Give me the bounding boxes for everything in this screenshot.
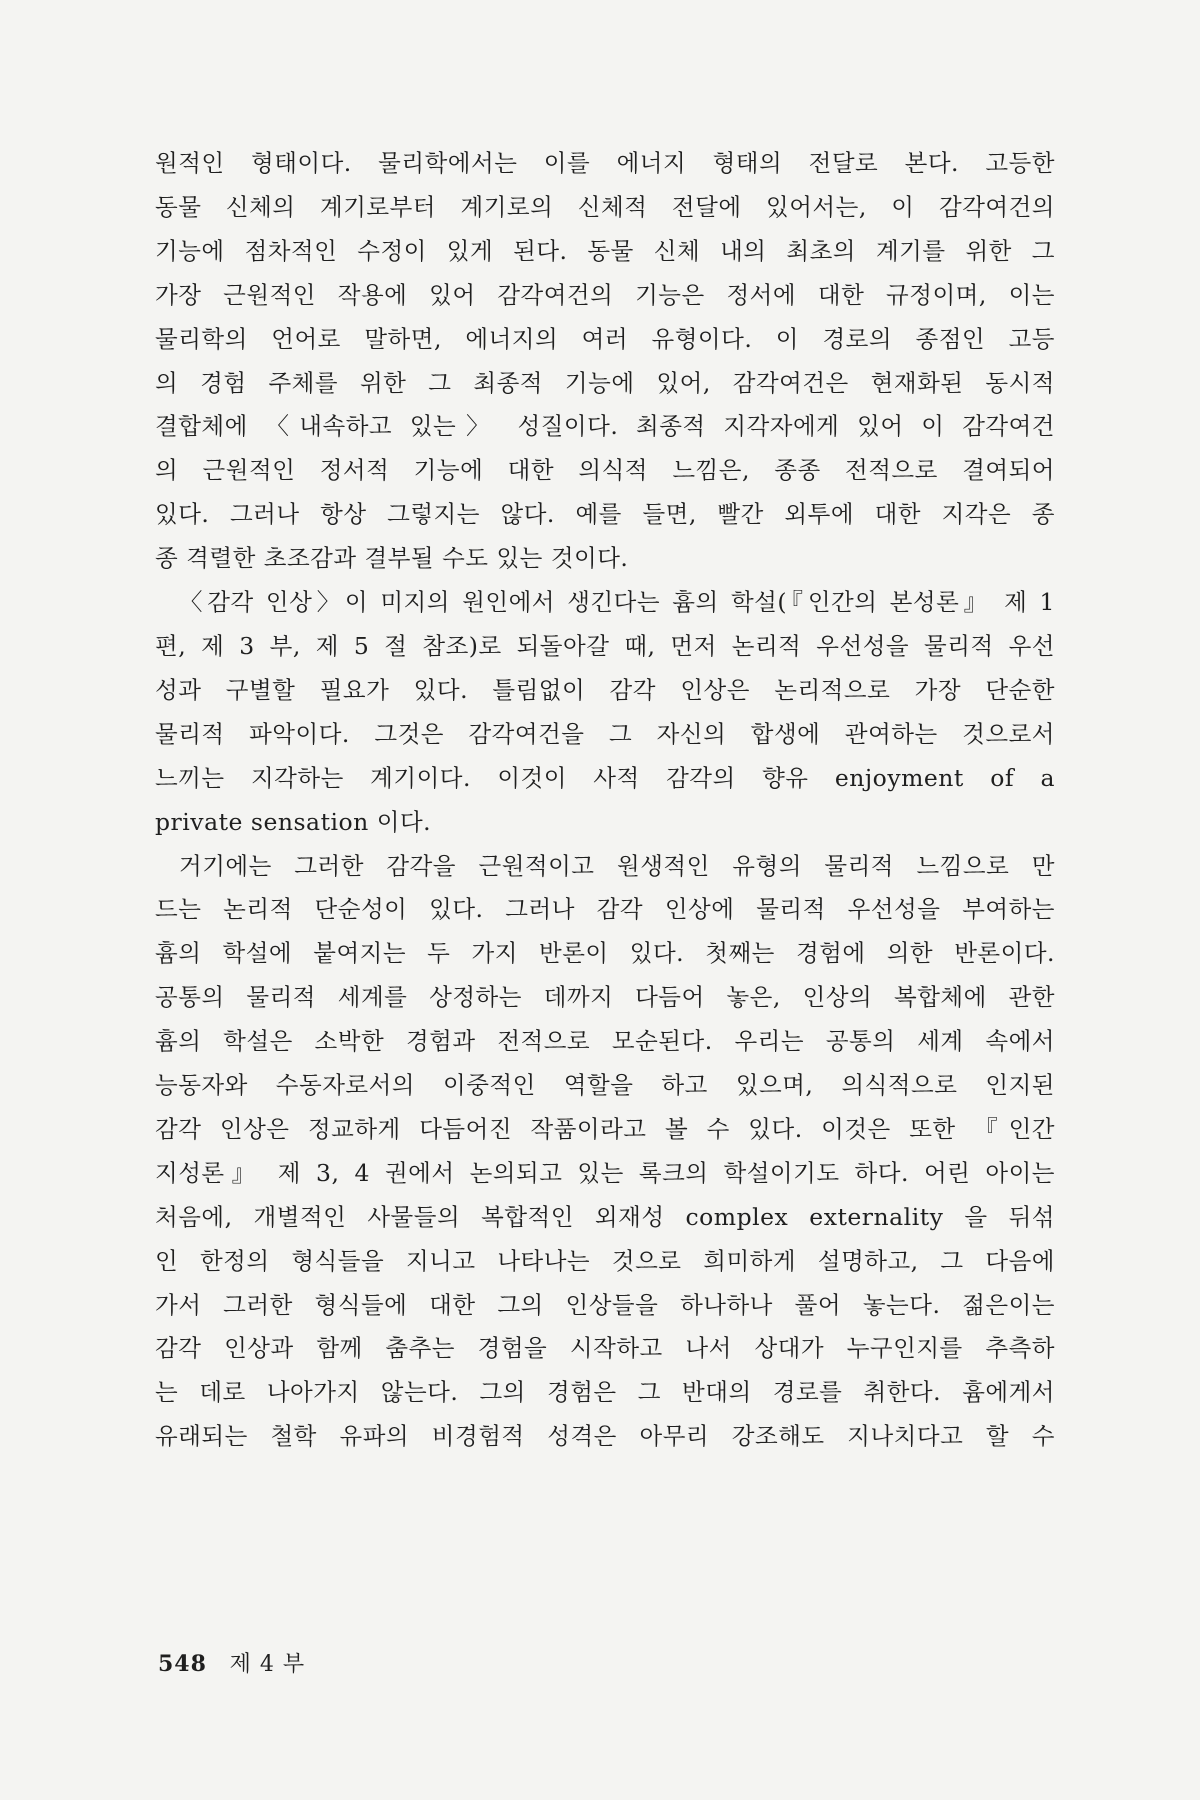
text-line: 감각 인상과 함께 춤추는 경험을 시작하고 나서 상대가 누구인지를 추측하 — [155, 1334, 1055, 1363]
text-line: 편, 제 3 부, 제 5 절 참조)로 되돌아갈 때, 먼저 논리적 우선성을 물리적 우선 — [155, 631, 1055, 660]
page-body — [155, 142, 1055, 1622]
paragraph-2 — [155, 581, 1055, 844]
text-line: 물리적 파악이다. 그것은 감각여건을 그 자신의 합생에 관여하는 것으로서 — [155, 719, 1055, 748]
text-line: 있다. 그러나 항상 그렇지는 않다. 예를 들면, 빨간 외투에 대한 지각은 종 — [155, 500, 1055, 529]
text-line: 종 격렬한 초조감과 결부될 수도 있는 것이다. — [155, 544, 629, 573]
text-line: 드는 논리적 단순성이 있다. 그러나 감각 인상에 물리적 우선성을 부여하는 — [155, 895, 1055, 924]
page-footer — [158, 1647, 305, 1678]
text-line: 공통의 물리적 세계를 상정하는 데까지 다듬어 놓은, 인상의 복합체에 관한 — [155, 983, 1055, 1012]
page-number: 548 — [158, 1651, 207, 1677]
part-label: 제 4 부 — [229, 1652, 306, 1677]
text-line: 는 데로 나아가지 않는다. 그의 경험은 그 반대의 경로를 취한다. 흄에게서 — [155, 1378, 1055, 1407]
text-line: 물리학의 언어로 말하면, 에너지의 여러 유형이다. 이 경로의 종점인 고등 — [155, 324, 1055, 353]
text-line: 〈감각 인상〉이 미지의 원인에서 생긴다는 흄의 학설(『인간의 본성론』 제 1 — [179, 588, 1055, 617]
text-line: 인 한정의 형식들을 지니고 나타나는 것으로 희미하게 설명하고, 그 다음에 — [155, 1246, 1055, 1275]
paragraph-3 — [155, 845, 1055, 1460]
text-line: 성과 구별할 필요가 있다. 틀림없이 감각 인상은 논리적으로 가장 단순한 — [155, 675, 1055, 704]
text-line: 유래되는 철학 유파의 비경험적 성격은 아무리 강조해도 지나치다고 할 수 — [155, 1422, 1055, 1451]
text-line: 동물 신체의 계기로부터 계기로의 신체적 전달에 있어서는, 이 감각여건의 — [155, 192, 1055, 221]
text-line: 원적인 형태이다. 물리학에서는 이를 에너지 형태의 전달로 본다. 고등한 — [155, 149, 1055, 177]
text-line: 느끼는 지각하는 계기이다. 이것이 사적 감각의 향유 enjoyment of a — [155, 763, 1055, 792]
text-line: 의 경험 주체를 위한 그 최종적 기능에 있어, 감각여건은 현재화된 동시적 — [155, 368, 1055, 397]
text-line: 흄의 학설에 붙여지는 두 가지 반론이 있다. 첫째는 경험에 의한 반론이다. — [155, 939, 1055, 968]
text-line: 지성론』 제 3, 4 권에서 논의되고 있는 록크의 학설이기도 하다. 어린 아이는 — [155, 1158, 1055, 1187]
text-line: 가서 그러한 형식들에 대한 그의 인상들을 하나하나 풀어 놓는다. 젊은이는 — [155, 1290, 1055, 1319]
text-line: 가장 근원적인 작용에 있어 감각여건의 기능은 정서에 대한 규정이며, 이는 — [155, 280, 1055, 309]
text-line: 기능에 점차적인 수정이 있게 된다. 동물 신체 내의 최초의 계기를 위한 그 — [155, 236, 1055, 265]
text-line: 결합체에 〈내속하고 있는〉 성질이다. 최종적 지각자에게 있어 이 감각여건 — [155, 412, 1055, 441]
text-line: 의 근원적인 정서적 기능에 대한 의식적 느낌은, 종종 전적으로 결여되어 — [155, 456, 1055, 485]
text-line: private sensation 이다. — [155, 807, 432, 836]
paragraph-1 — [155, 142, 1055, 581]
text-line: 흄의 학설은 소박한 경험과 전적으로 모순된다. 우리는 공통의 세계 속에서 — [155, 1027, 1055, 1056]
text-line: 능동자와 수동자로서의 이중적인 역할을 하고 있으며, 의식적으로 인지된 — [155, 1071, 1055, 1100]
text-line: 거기에는 그러한 감각을 근원적이고 원생적인 유형의 물리적 느낌으로 만 — [179, 851, 1055, 880]
text-line: 처음에, 개별적인 사물들의 복합적인 외재성 complex externality 을 뒤섞 — [155, 1202, 1055, 1231]
text-line: 감각 인상은 정교하게 다듬어진 작품이라고 볼 수 있다. 이것은 또한 『인간 — [155, 1114, 1055, 1143]
